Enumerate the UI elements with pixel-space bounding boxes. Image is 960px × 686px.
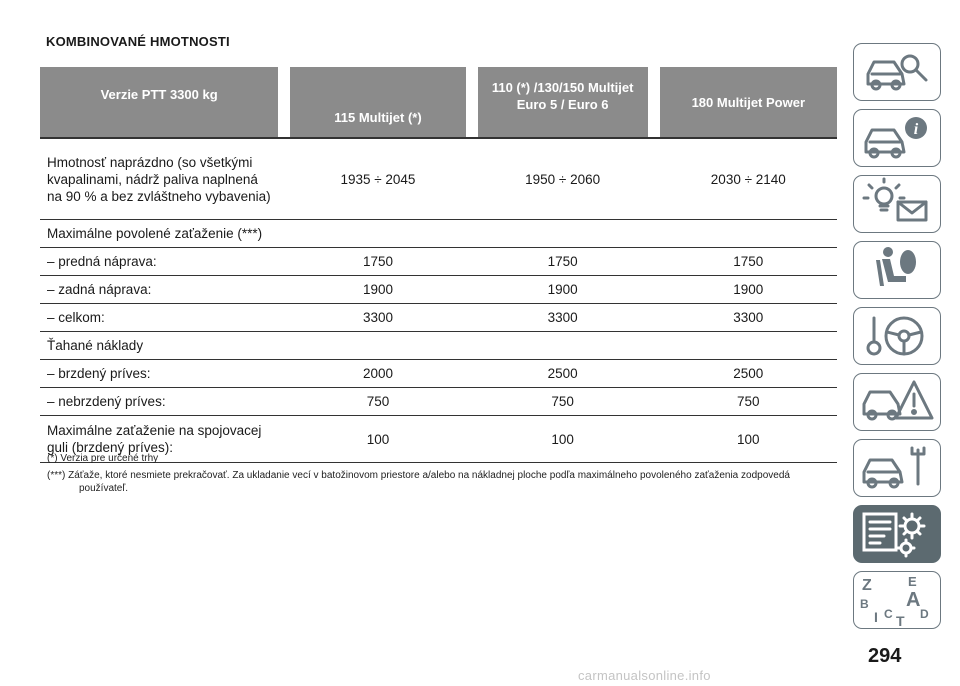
cell-value: 1900	[660, 276, 837, 304]
cell-value: 3300	[478, 304, 648, 332]
cell-value: 2000	[290, 360, 465, 388]
row-label: Maximálne povolené zaťaženie (***)	[40, 220, 837, 248]
row-label: – zadná náprava:	[40, 276, 278, 304]
cell-value: 1900	[290, 276, 465, 304]
page-number: 294	[868, 645, 902, 667]
car-info-icon	[854, 110, 939, 165]
row-label: – predná náprava:	[40, 248, 278, 276]
row-label: Ťahané náklady	[40, 332, 837, 360]
cell-value: 1750	[478, 248, 648, 276]
table-row	[40, 139, 837, 220]
row-label: – nebrzdený príves:	[40, 388, 278, 416]
cell-value: 1900	[478, 276, 648, 304]
tab-safety[interactable]	[853, 241, 941, 299]
alphabet-index-icon	[854, 572, 939, 627]
tab-index[interactable]	[853, 571, 941, 629]
cell-value: 100	[478, 416, 648, 463]
cell-value: 2500	[478, 360, 648, 388]
cell-value: 750	[660, 388, 837, 416]
watermark: carmanualsonline.info	[578, 668, 711, 683]
row-label: – celkom:	[40, 304, 278, 332]
svg-text:i: i	[913, 121, 919, 138]
table-row	[40, 332, 837, 360]
index-letter: D	[920, 607, 929, 621]
footnote-1: (*) Verzia pre určené trhy	[47, 453, 159, 464]
warning-lights-icon	[854, 176, 939, 231]
header-110-130-150-multijet: 110 (*) /130/150 Multijet Euro 5 / Euro 6	[478, 67, 648, 139]
table-row	[40, 388, 837, 416]
cell-value: 2030 ÷ 2140	[660, 139, 837, 220]
cell-value: 1950 ÷ 2060	[478, 139, 648, 220]
specs-gear-icon	[854, 506, 939, 561]
index-letter: T	[896, 613, 905, 627]
index-letter: E	[908, 574, 917, 589]
steering-key-icon	[854, 308, 939, 363]
car-search-icon	[854, 44, 939, 99]
cell-value: 1750	[290, 248, 465, 276]
seat-airbag-icon	[854, 242, 939, 297]
tab-dashboard-info[interactable]	[853, 109, 941, 167]
index-letter: B	[860, 597, 869, 611]
footnotes	[47, 452, 837, 495]
row-label: Maximálne zaťaženie na spojovacej guli (brzdený príves):	[40, 416, 278, 463]
table-row	[40, 360, 837, 388]
header-version: Verzie PTT 3300 kg	[40, 67, 278, 139]
tab-starting-driving[interactable]	[853, 307, 941, 365]
car-wrench-icon	[854, 440, 939, 495]
cell-value: 1750	[660, 248, 837, 276]
row-label: – brzdený príves:	[40, 360, 278, 388]
tab-vehicle-knowledge[interactable]	[853, 43, 941, 101]
tab-emergency[interactable]	[853, 373, 941, 431]
page-title: KOMBINOVANÉ HMOTNOSTI	[46, 34, 230, 49]
header-180-multijet-power: 180 Multijet Power	[660, 67, 837, 139]
index-letter: C	[884, 607, 893, 621]
car-warning-triangle-icon	[854, 374, 939, 429]
cell-value: 100	[660, 416, 837, 463]
table-row	[40, 248, 837, 276]
tab-maintenance[interactable]	[853, 439, 941, 497]
cell-value: 100	[290, 416, 465, 463]
table-row	[40, 304, 837, 332]
index-letter: I	[874, 609, 878, 625]
cell-value: 750	[290, 388, 465, 416]
index-letter: Z	[862, 577, 872, 594]
table-row	[40, 276, 837, 304]
cell-value: 750	[478, 388, 648, 416]
footnote-2: (***) Záťaže, ktoré nesmiete prekračovať. Za ukladanie vecí v batožinovom priestore a/alebo na nákladnej ploche podľa maximálneho povoleného zaťaženia zodpovedá používateľ.	[47, 470, 790, 494]
cell-value: 3300	[290, 304, 465, 332]
combined-weights-table	[40, 67, 837, 463]
row-label: Hmotnosť naprázdno (so všetkými kvapalinami, nádrž paliva naplnená na 90 % a bez zvláštneho vybavenia)	[40, 139, 278, 220]
header-115-multijet: 115 Multijet (*)	[290, 67, 465, 139]
cell-value: 3300	[660, 304, 837, 332]
tab-warning-lights[interactable]	[853, 175, 941, 233]
tab-technical-data[interactable]	[853, 505, 941, 563]
chapter-sidebar	[853, 43, 941, 637]
index-letter: A	[906, 589, 921, 611]
table-row	[40, 220, 837, 248]
cell-value: 1935 ÷ 2045	[290, 139, 465, 220]
table-header-row	[40, 67, 837, 139]
cell-value: 2500	[660, 360, 837, 388]
